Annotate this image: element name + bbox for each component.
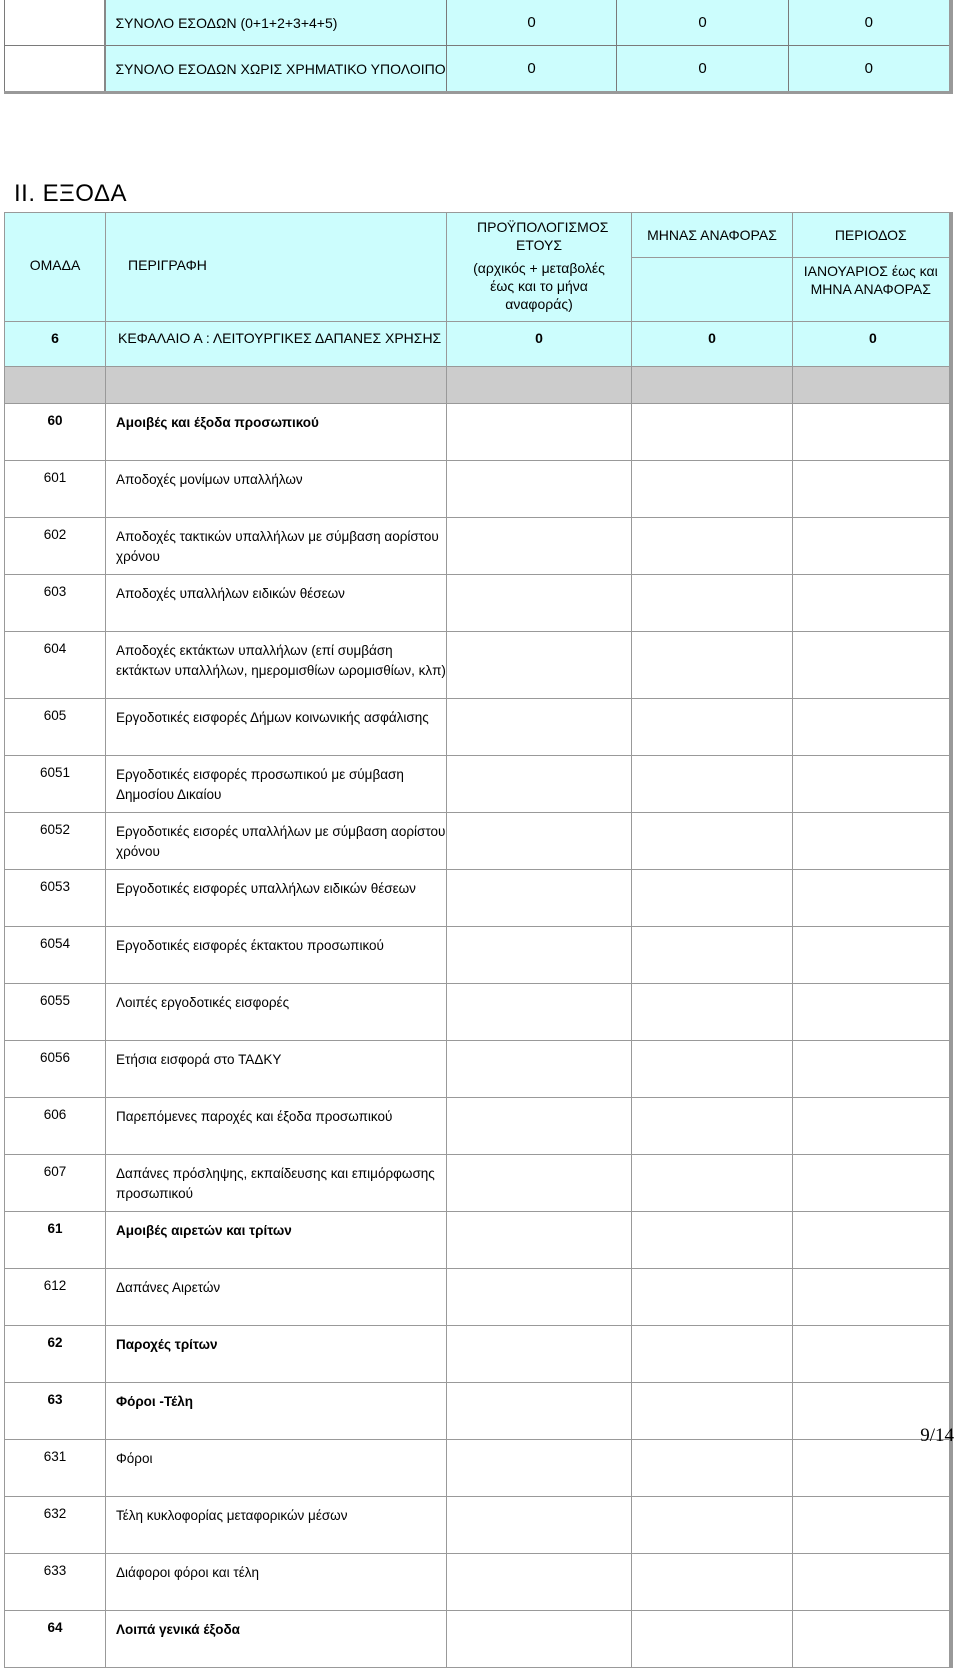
expense-code: 602 bbox=[5, 518, 106, 575]
chapter-value: 0 bbox=[447, 322, 632, 367]
budget-cell bbox=[447, 461, 632, 518]
expense-label: Φόροι -Τέλη bbox=[106, 1383, 447, 1440]
expense-row bbox=[5, 1326, 951, 1383]
summary-value: 0 bbox=[617, 0, 789, 46]
period-cell bbox=[793, 1554, 951, 1611]
expense-code: 601 bbox=[5, 461, 106, 518]
header-period-subtitle: ΙΑΝΟΥΑΡΙΟΣ έως και ΜΗΝΑ ΑΝΑΦΟΡΑΣ bbox=[793, 258, 951, 322]
expense-label: Διάφοροι φόροι και τέλη bbox=[106, 1554, 447, 1611]
expense-code: 6055 bbox=[5, 984, 106, 1041]
budget-cell bbox=[447, 404, 632, 461]
expense-label: Εργοδοτικές εισφορές Δήμων κοινωνικής ασφάλισης bbox=[106, 699, 447, 756]
period-cell bbox=[793, 404, 951, 461]
chapter-value: 0 bbox=[793, 322, 951, 367]
header-month: ΜΗΝΑΣ ΑΝΑΦΟΡΑΣ bbox=[632, 213, 793, 258]
expense-row bbox=[5, 632, 951, 699]
period-cell bbox=[793, 1440, 951, 1497]
month-cell bbox=[632, 1554, 793, 1611]
period-cell bbox=[793, 1212, 951, 1269]
expense-row bbox=[5, 870, 951, 927]
expense-row bbox=[5, 984, 951, 1041]
expense-code: 631 bbox=[5, 1440, 106, 1497]
month-cell bbox=[632, 927, 793, 984]
budget-cell bbox=[447, 1098, 632, 1155]
month-cell bbox=[632, 756, 793, 813]
header-budget-subtitle: (αρχικός + μεταβολές έως και το μήνα αναφοράς) bbox=[473, 260, 605, 312]
period-cell bbox=[793, 1269, 951, 1326]
summary-label: ΣΥΝΟΛΟ ΕΣΟΔΩΝ (0+1+2+3+4+5) bbox=[105, 0, 447, 46]
period-cell bbox=[793, 518, 951, 575]
expense-code: 632 bbox=[5, 1497, 106, 1554]
expense-label: Λοιπές εργοδοτικές εισφορές bbox=[106, 984, 447, 1041]
period-cell bbox=[793, 1155, 951, 1212]
month-cell bbox=[632, 575, 793, 632]
month-cell bbox=[632, 1269, 793, 1326]
expense-label: Αποδοχές μονίμων υπαλλήλων bbox=[106, 461, 447, 518]
budget-cell bbox=[447, 1041, 632, 1098]
expense-label: Λοιπά γενικά έξοδα bbox=[106, 1611, 447, 1668]
expense-label: Αμοιβές και έξοδα προσωπικού bbox=[106, 404, 447, 461]
period-cell bbox=[793, 813, 951, 870]
summary-blank-cell bbox=[5, 46, 105, 93]
expense-code: 63 bbox=[5, 1383, 106, 1440]
summary-value: 0 bbox=[447, 0, 617, 46]
period-cell bbox=[793, 870, 951, 927]
header-period-title: ΠΕΡΙΟΔΟΣ bbox=[793, 213, 951, 258]
spacer-cell bbox=[106, 367, 447, 404]
expense-label: Τέλη κυκλοφορίας μεταφορικών μέσων bbox=[106, 1497, 447, 1554]
expense-label: Αποδοχές εκτάκτων υπαλλήλων (επί συμβάση εκτάκτων υπαλλήλων, ημερομισθίων ωρομισθίων, κλπ) bbox=[106, 632, 447, 699]
expense-code: 6051 bbox=[5, 756, 106, 813]
expense-label: Εργοδοτικές εισφορές προσωπικού με σύμβαση Δημοσίου Δικαίου bbox=[106, 756, 447, 813]
chapter-value: 0 bbox=[632, 322, 793, 367]
expense-row bbox=[5, 518, 951, 575]
budget-cell bbox=[447, 1383, 632, 1440]
expense-code: 6056 bbox=[5, 1041, 106, 1098]
summary-value: 0 bbox=[789, 46, 951, 93]
expense-row bbox=[5, 1497, 951, 1554]
month-cell bbox=[632, 1326, 793, 1383]
period-cell bbox=[793, 1098, 951, 1155]
spacer-cell bbox=[632, 367, 793, 404]
month-cell bbox=[632, 404, 793, 461]
budget-cell bbox=[447, 632, 632, 699]
expense-label: Δαπάνες πρόσληψης, εκπαίδευσης και επιμόρφωσης προσωπικού bbox=[106, 1155, 447, 1212]
summary-row bbox=[5, 46, 951, 93]
budget-cell bbox=[447, 813, 632, 870]
budget-cell bbox=[447, 756, 632, 813]
expense-code: 64 bbox=[5, 1611, 106, 1668]
expense-label: Αμοιβές αιρετών και τρίτων bbox=[106, 1212, 447, 1269]
spacer-cell bbox=[447, 367, 632, 404]
budget-cell bbox=[447, 1611, 632, 1668]
month-cell bbox=[632, 1440, 793, 1497]
period-cell bbox=[793, 575, 951, 632]
expense-code: 605 bbox=[5, 699, 106, 756]
period-cell bbox=[793, 1497, 951, 1554]
expense-row bbox=[5, 575, 951, 632]
expense-row bbox=[5, 1098, 951, 1155]
expense-row bbox=[5, 1269, 951, 1326]
chapter-row bbox=[5, 322, 951, 367]
period-cell bbox=[793, 984, 951, 1041]
budget-cell bbox=[447, 699, 632, 756]
expense-code: 62 bbox=[5, 1326, 106, 1383]
expense-code: 612 bbox=[5, 1269, 106, 1326]
expense-row bbox=[5, 461, 951, 518]
expense-label: Εργοδοτικές εισορές υπαλλήλων με σύμβαση αορίστου χρόνου bbox=[106, 813, 447, 870]
expense-code: 633 bbox=[5, 1554, 106, 1611]
budget-cell bbox=[447, 1269, 632, 1326]
section-title: II. ΕΞΟΔΑ bbox=[14, 180, 127, 207]
month-cell bbox=[632, 1611, 793, 1668]
expense-code: 607 bbox=[5, 1155, 106, 1212]
header-row bbox=[5, 213, 951, 258]
budget-cell bbox=[447, 1440, 632, 1497]
header-budget-title: ΠΡΟΫΠΟΛΟΓΙΣΜΟΣ ΕΤΟΥΣ bbox=[477, 219, 609, 253]
expense-code: 604 bbox=[5, 632, 106, 699]
spacer-cell bbox=[793, 367, 951, 404]
period-cell bbox=[793, 1611, 951, 1668]
expense-label: Εργοδοτικές εισφορές υπαλλήλων ειδικών θέσεων bbox=[106, 870, 447, 927]
summary-value: 0 bbox=[447, 46, 617, 93]
expense-row bbox=[5, 1212, 951, 1269]
budget-cell bbox=[447, 927, 632, 984]
budget-cell bbox=[447, 1212, 632, 1269]
period-cell bbox=[793, 756, 951, 813]
month-cell bbox=[632, 518, 793, 575]
expense-code: 6054 bbox=[5, 927, 106, 984]
chapter-spacer-row bbox=[5, 367, 951, 404]
chapter-code: 6 bbox=[5, 322, 106, 367]
month-cell bbox=[632, 1098, 793, 1155]
month-cell bbox=[632, 984, 793, 1041]
budget-cell bbox=[447, 1155, 632, 1212]
month-cell bbox=[632, 870, 793, 927]
month-cell bbox=[632, 1383, 793, 1440]
summary-value: 0 bbox=[617, 46, 789, 93]
header-group: ΟΜΑΔΑ bbox=[5, 213, 106, 322]
period-cell bbox=[793, 632, 951, 699]
expense-row bbox=[5, 1383, 951, 1440]
expense-row bbox=[5, 1554, 951, 1611]
month-cell bbox=[632, 1041, 793, 1098]
month-cell bbox=[632, 813, 793, 870]
expense-row bbox=[5, 1041, 951, 1098]
summary-blank-cell bbox=[5, 0, 105, 46]
period-cell bbox=[793, 699, 951, 756]
month-cell bbox=[632, 1155, 793, 1212]
expense-code: 60 bbox=[5, 404, 106, 461]
month-cell bbox=[632, 699, 793, 756]
expense-row bbox=[5, 699, 951, 756]
expense-row bbox=[5, 404, 951, 461]
expense-label: Αποδοχές τακτικών υπαλλήλων με σύμβαση αορίστου χρόνου bbox=[106, 518, 447, 575]
expense-code: 6053 bbox=[5, 870, 106, 927]
expense-code: 606 bbox=[5, 1098, 106, 1155]
expense-code: 603 bbox=[5, 575, 106, 632]
expense-row bbox=[5, 1611, 951, 1668]
header-month-blank bbox=[632, 258, 793, 322]
budget-cell bbox=[447, 1497, 632, 1554]
expense-row bbox=[5, 1440, 951, 1497]
expense-code: 6052 bbox=[5, 813, 106, 870]
expenses-table bbox=[4, 212, 953, 1668]
expense-row bbox=[5, 927, 951, 984]
expense-row bbox=[5, 756, 951, 813]
summary-row bbox=[5, 0, 951, 46]
expense-row bbox=[5, 813, 951, 870]
month-cell bbox=[632, 632, 793, 699]
spacer-cell bbox=[5, 367, 106, 404]
expense-label: Δαπάνες Αιρετών bbox=[106, 1269, 447, 1326]
expense-label: Ετήσια εισφορά στο ΤΑΔΚΥ bbox=[106, 1041, 447, 1098]
expense-code: 61 bbox=[5, 1212, 106, 1269]
budget-cell bbox=[447, 575, 632, 632]
expense-label: Παροχές τρίτων bbox=[106, 1326, 447, 1383]
period-cell bbox=[793, 1326, 951, 1383]
expense-row bbox=[5, 1155, 951, 1212]
budget-cell bbox=[447, 518, 632, 575]
page-number: 9/14 bbox=[920, 1425, 954, 1446]
budget-cell bbox=[447, 1326, 632, 1383]
summary-label: ΣΥΝΟΛΟ ΕΣΟΔΩΝ ΧΩΡΙΣ ΧΡΗΜΑΤΙΚΟ ΥΠΟΛΟΙΠΟ bbox=[105, 46, 447, 93]
expense-label: Παρεπόμενες παροχές και έξοδα προσωπικού bbox=[106, 1098, 447, 1155]
expense-label: Αποδοχές υπαλλήλων ειδικών θέσεων bbox=[106, 575, 447, 632]
expense-rows bbox=[5, 404, 951, 1668]
expense-label: Φόροι bbox=[106, 1440, 447, 1497]
budget-cell bbox=[447, 984, 632, 1041]
budget-cell bbox=[447, 1554, 632, 1611]
header-description: ΠΕΡΙΓΡΑΦΗ bbox=[106, 213, 447, 322]
summary-value: 0 bbox=[789, 0, 951, 46]
chapter-label: ΚΕΦΑΛΑΙΟ Α : ΛΕΙΤΟΥΡΓΙΚΕΣ ΔΑΠΑΝΕΣ ΧΡΗΣΗΣ bbox=[106, 322, 447, 367]
month-cell bbox=[632, 1212, 793, 1269]
income-summary-table bbox=[4, 0, 953, 94]
header-budget bbox=[447, 213, 632, 322]
month-cell bbox=[632, 1497, 793, 1554]
period-cell bbox=[793, 927, 951, 984]
expense-label: Εργοδοτικές εισφορές έκτακτου προσωπικού bbox=[106, 927, 447, 984]
period-cell bbox=[793, 1041, 951, 1098]
budget-cell bbox=[447, 870, 632, 927]
period-cell bbox=[793, 461, 951, 518]
month-cell bbox=[632, 461, 793, 518]
